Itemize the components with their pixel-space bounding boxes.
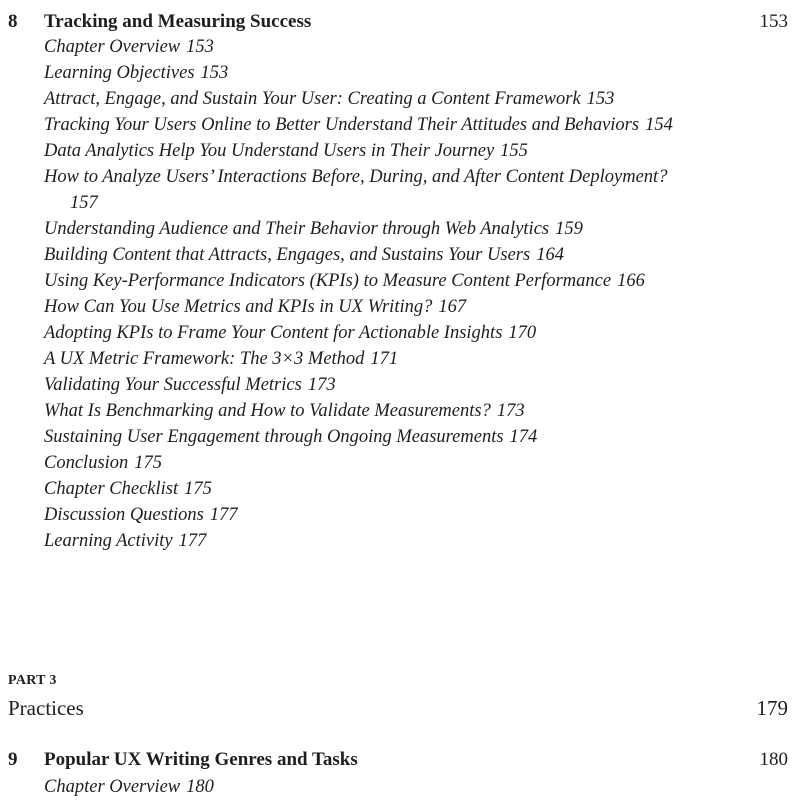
toc-entry-page-number: 175 [134, 453, 163, 473]
toc-entry-title: Learning Objectives [44, 63, 195, 83]
toc-entry [44, 138, 684, 164]
toc-entry-page-number: 167 [438, 297, 467, 317]
toc-entry [44, 294, 684, 320]
toc-entry-page-number: 173 [496, 401, 525, 421]
toc-entry-title: Adopting KPIs to Frame Your Content for Actionable Insights [44, 323, 503, 343]
toc-entry-page-number: 173 [307, 375, 336, 395]
toc-entry [44, 86, 684, 112]
part-3-heading [8, 694, 788, 722]
toc-entry-page-number: 153 [200, 63, 229, 83]
toc-entry [44, 528, 684, 554]
toc-entry [44, 424, 684, 450]
chapter-title: Tracking and Measuring Success [44, 11, 312, 32]
toc-entry-title: Discussion Questions [44, 505, 204, 525]
toc-entry-page-number: 155 [500, 141, 528, 161]
toc-entry [44, 112, 684, 138]
toc-entry [44, 60, 684, 86]
toc-entry-title: Building Content that Attracts, Engages, and Sustains Your Users [44, 245, 531, 265]
toc-entry-title: Conclusion [44, 453, 129, 473]
toc-entry-page-number: 170 [508, 323, 537, 343]
toc-entry [44, 372, 684, 398]
part-page-number: 179 [756, 696, 788, 720]
toc-entry-page-number: 153 [586, 89, 615, 109]
toc-entry [44, 34, 684, 60]
toc-entry-page-number: 153 [186, 37, 214, 57]
toc-entry-title: Chapter Overview [44, 777, 181, 797]
toc-entry [44, 320, 684, 346]
toc-entry-title: Attract, Engage, and Sustain Your User: Creating a Content Framework [44, 89, 581, 109]
toc-entry-title: Validating Your Successful Metrics [44, 375, 302, 395]
toc-entry [44, 450, 684, 476]
toc-entry-title: How Can You Use Metrics and KPIs in UX Writing? [44, 297, 433, 317]
toc-entry [44, 242, 684, 268]
part-title: Practices [8, 696, 84, 720]
chapter-page-number: 153 [759, 11, 788, 32]
toc-entry [44, 502, 684, 528]
toc-entry-page-number: 159 [555, 219, 583, 239]
toc-entry-page-number: 177 [209, 505, 238, 525]
toc-entry [44, 346, 684, 372]
toc-entry-page-number: 175 [184, 479, 212, 499]
toc-entry-page-number: 174 [509, 427, 538, 447]
toc-entry [44, 476, 684, 502]
chapter-number: 9 [8, 749, 18, 770]
toc-entry-title: Chapter Overview [44, 37, 181, 57]
toc-entry [44, 268, 684, 294]
toc-entry-title: Understanding Audience and Their Behavior through Web Analytics [44, 219, 550, 239]
toc-entry-page-number: 177 [178, 531, 207, 551]
toc-entry-title: Using Key-Performance Indicators (KPIs) to Measure Content Performance [44, 271, 612, 291]
chapter-number: 8 [8, 11, 18, 32]
toc-entry-title: Sustaining User Engagement through Ongoing Measurements [44, 427, 504, 447]
toc-entry-page-number: 180 [186, 777, 214, 797]
toc-entry [44, 774, 784, 800]
toc-entry-page-number: 164 [536, 245, 564, 265]
toc-entry-page-number: 157 [70, 193, 98, 213]
toc-entry-title: Tracking Your Users Online to Better Understand Their Attitudes and Behaviors [44, 115, 640, 135]
toc-entry-page-number: 166 [617, 271, 645, 291]
toc-entry-title: Learning Activity [44, 531, 173, 551]
toc-entry-title: How to Analyze Users’ Interactions Before, During, and After Content Deployment? [44, 167, 668, 187]
toc-entry-title: What Is Benchmarking and How to Validate Measurements? [44, 401, 491, 421]
part-label: PART 3 [8, 673, 57, 688]
toc-entry-title: A UX Metric Framework: The 3×3 Method [44, 349, 365, 369]
toc-entry [44, 164, 684, 216]
toc-entry [44, 216, 684, 242]
toc-entry-title: Data Analytics Help You Understand Users in Their Journey [44, 141, 495, 161]
toc-entry-title: Chapter Checklist [44, 479, 179, 499]
chapter-8-entries [44, 34, 684, 554]
chapter-title: Popular UX Writing Genres and Tasks [44, 749, 358, 770]
chapter-page-number: 180 [759, 749, 788, 770]
toc-entry [44, 398, 684, 424]
chapter-9-entries [44, 774, 784, 800]
toc-entry-page-number: 154 [645, 115, 673, 135]
toc-entry-page-number: 171 [370, 349, 399, 369]
